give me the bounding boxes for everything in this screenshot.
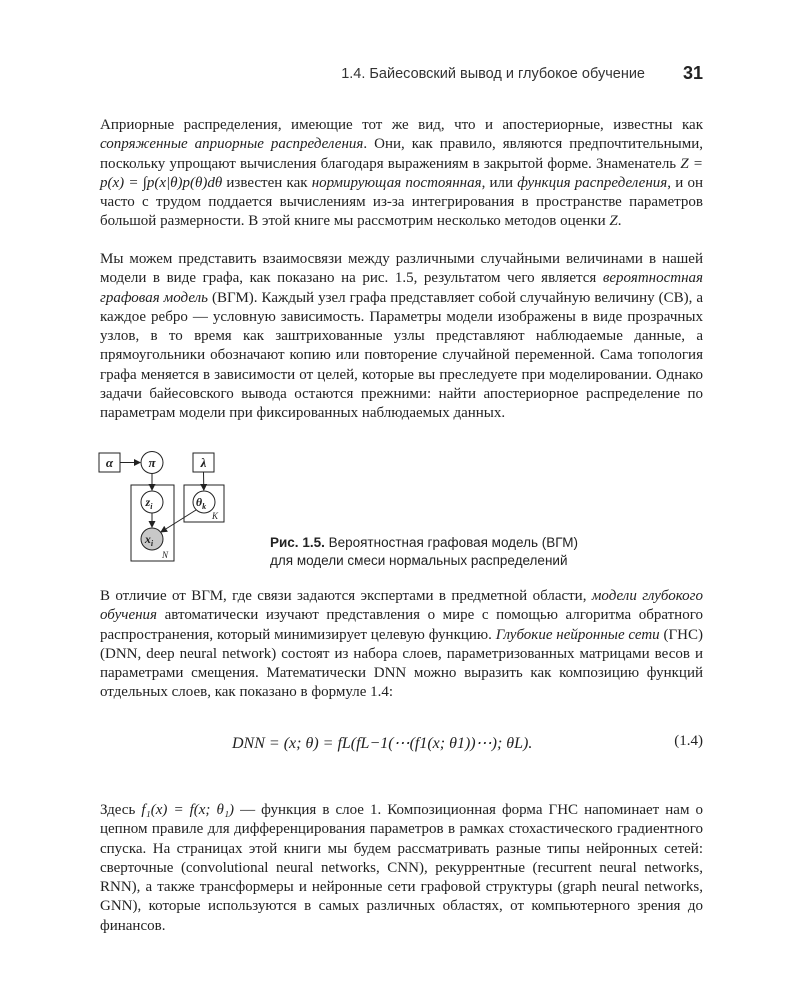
page-header	[100, 64, 703, 88]
pgm-figure	[98, 450, 258, 576]
caption-line-1: Вероятностная графовая модель (ВГМ)	[324, 535, 579, 550]
term-pgm: вероятностная графовая модель	[100, 270, 703, 306]
text-run: (ГНС) (DNN, deep neural network) состоят из набора слоев, параметризованных матрицами весов и параметрами смещения. Математически DNN можно выразить как композицию функций отдельных слоев, как показано в формуле 1.4:	[100, 626, 704, 701]
theta-label: $\theta_k$	[195, 495, 207, 511]
text-run: Априорные распределения, имеющие тот же вид, что и апостериорные, известны как	[100, 117, 703, 133]
pgm-diagram	[98, 450, 258, 576]
text-run: , или	[481, 174, 518, 191]
symbol-z: Z	[609, 213, 618, 230]
paragraph-deep-learning	[100, 587, 703, 703]
paragraph-nn-types	[100, 801, 703, 936]
term-dl-models: модели глубокого обучения	[100, 588, 703, 624]
text-run: известен как	[222, 174, 312, 191]
caption-label: Рис. 1.5.	[270, 535, 325, 550]
plate-n-label: N	[162, 550, 169, 560]
caption-line-2: для модели смеси нормальных распределений	[270, 553, 568, 568]
edge-theta-x	[161, 510, 196, 532]
z-label: $z_i$	[145, 495, 153, 511]
page-number: 31	[682, 63, 703, 83]
term-conjugate-priors: сопряженные априорные распределения	[100, 136, 364, 153]
term-dnn: Глубокие нейронные сети	[495, 626, 660, 643]
text-run: — функция в слое 1. Композиционная форма ГНС напоминает нам о цепном правиле для дифференцирования параметров в рамках стохастического градиентного спуска. На страницах этой книги мы будем рассматривать разные типы нейронных сетей: сверточные (convolutional neural networks, CNN), рекуррентные (recurrent neural networks, RNN), а также трансформеры и нейронные сети графовой структуры (graph neural networks, GNN), которые используются в самых различных областях, от компьютерного зрения до финансов.	[100, 802, 704, 934]
pi-label: π	[148, 455, 156, 470]
figure-caption	[270, 534, 578, 570]
x-label: $x_i$	[144, 532, 154, 548]
equation-1-4: DNN = (x; θ) = fL(fL−1(⋯(f1(x; θ1))⋯); θL).	[232, 735, 533, 752]
lambda-label: λ	[200, 455, 207, 470]
term-partition-function: функция распределения	[517, 174, 668, 191]
inline-formula-f1: f₁(x) = f(x; θ₁)	[141, 802, 235, 818]
text-run: автоматически изучают представления о мире с помощью алгоритма обратного распространения, который минимизирует целевую функцию.	[100, 607, 703, 643]
equation-number: (1.4)	[674, 733, 703, 749]
running-head: 1.4. Байесовский вывод и глубокое обучение	[341, 66, 645, 82]
alpha-label: α	[105, 455, 114, 470]
text-run: В отличие от ВГМ, где связи задаются экспертами в предметной области,	[100, 588, 592, 604]
text-run: Мы можем представить взаимосвязи между различными случайными величинами в нашей модели в виде графа, как показано на рис. 1.5, результатом чего является	[100, 251, 703, 287]
inline-formula-z: Z = p(x) = ∫p(x|θ)p(θ)dθ	[100, 155, 704, 191]
paragraph-conjugate-priors	[100, 116, 703, 232]
text-run: .	[617, 213, 622, 230]
text-run: Здесь	[100, 802, 142, 818]
text-run: . Они, как правило, являются предпочтительными, поскольку упрощают вычисления благодаря выражениям в закрытой форме. Знаменатель	[100, 136, 703, 172]
text-run: , и он часто с трудом поддается вычислениям из-за интегрирования в пространстве параметров большой размерности. В этой книге мы рассмотрим несколько методов оценки	[100, 174, 703, 230]
text-run: (ВГМ). Каждый узел графа представляет собой случайную величину (СВ), а каждое ребро — условную зависимость. Параметры модели изображены в виде прозрачных узлов, в то время как заштрихованные узлы представляют наблюдаемые данные, а прямоугольники обозначают копию или повторение случайной переменной. Сама топология графа меняется в зависимости от целей, которые вы преследуете при моделировании. Однако задачи байесовского вывода остаются прежними: найти апостериорное распределение по параметрам модели при фиксированных наблюдаемых данных.	[100, 289, 703, 422]
plate-k-label: K	[212, 511, 219, 521]
paragraph-pgm	[100, 250, 703, 424]
term-normalizing-constant: нормирующая постоянная	[311, 174, 482, 191]
